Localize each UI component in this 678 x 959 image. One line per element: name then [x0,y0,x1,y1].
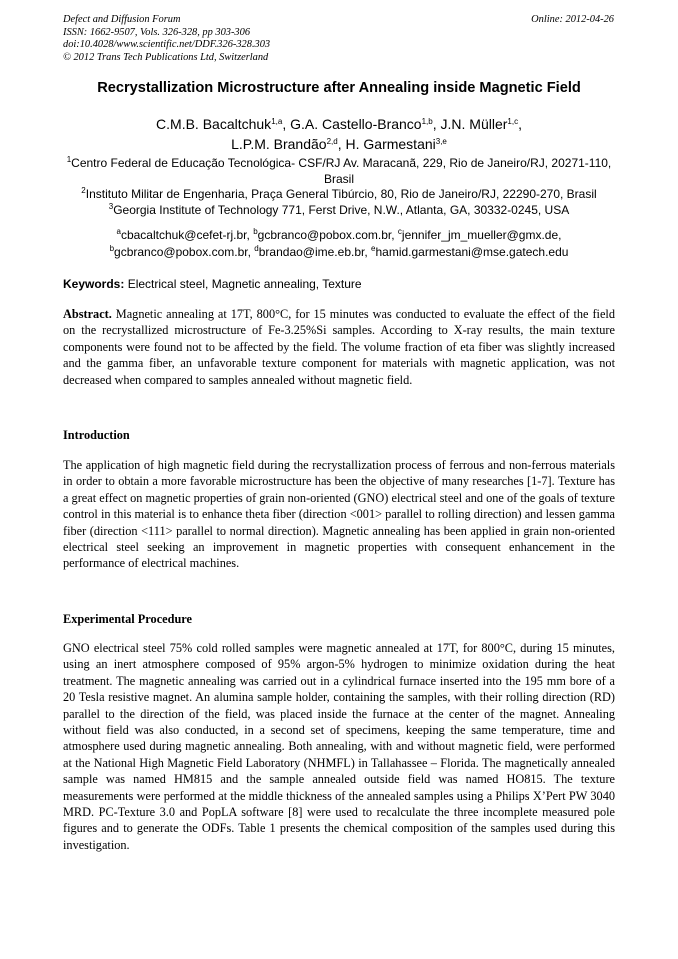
affiliations [40,156,638,218]
abstract-label: Abstract. [63,307,112,321]
introduction-text: The application of high magnetic field during the recrystallization process of ferrous and non-ferrous materials in order to obtain a more favorable microstructure has been the objective of many researches [1-7]. Texture has a great effect on magnetic properties of grain non-oriented (GNO) electrical steel and one of the goals of texture control in this material is to enhance theta fiber (direction <001> parallel to rolling direction) and lessen gamma fiber (direction <111> parallel to normal direction). Magnetic annealing has been applied in grain non-oriented electrical steel seeking an improvement in magnetic properties with consequent enhancement in the performance of electrical machines. [63,458,615,571]
author: J.N. Müller$^{1,c}$, [440,116,522,132]
affiliation: $^1$Centro Federal de Educação Tecnológica- CSF/RJ Av. Maracanã, 229, Rio de Janeiro/RJ, 20271-110, Brasil [66,155,612,186]
email[interactable]: $^e$hamid.garmestani@mse.gatech.edu [371,243,569,259]
email[interactable]: $^a$cbacaltchuk@cefet-rj.br [116,227,247,242]
issn: ISSN: 1662-9507, Vols. 326-328, pp 303-306 [63,26,251,38]
abstract-text: Magnetic annealing at 17T, 800°C, for 15 minutes was conducted to evaluate the effect of the field on the recrystallized microstructure of Fe-3.25%Si samples. According to X-ray results, the main texture components were found not to be affected by the field. The volume fraction of eta fiber was slightly increased and the gamma fiber, an unfavorable texture component for materials with magnetic application, was not decreased when compared to samples annealed without magnetic field. [63,307,615,387]
doi: doi:10.4028/www.scientific.net/DDF.326-328.303 [63,39,271,50]
paper-title: Recrystallization Microstructure after Annealing inside Magnetic Field [97,80,581,96]
journal-header [63,14,270,64]
affiliation: $^2$Instituto Militar de Engenharia, Praça General Tibúrcio, 80, Rio de Janeiro/RJ, 22290-270, Brasil [81,186,597,202]
author-list [40,115,638,154]
abstract [63,306,615,388]
keywords [63,277,615,292]
journal-name: Defect and Diffusion Forum [63,14,181,25]
emails: $^a$cbacaltchuk@cefet-rj.br, $^b$gcbranco@pobox.com.br, $^c$jennifer_jm_mueller@gmx.de, $^b$gcbranco@pobox.com.br, $^d$brandao@ime.eb.br, $^e$hamid.garmestani@mse.gatech.edu [109,227,569,259]
affiliation: $^3$Georgia Institute of Technology 771, Ferst Drive, N.W., Atlanta, GA, 30332-0245, USA [108,201,570,217]
copyright: © 2012 Trans Tech Publications Ltd, Switzerland [63,51,269,63]
author: C.M.B. Bacaltchuk$^{1,a}$, [156,116,291,132]
experimental-text: GNO electrical steel 75% cold rolled samples were magnetic annealed at 17T, for 800°C, during 15 minutes, using an inert atmosphere composed of 95% argon-5% hydrogen to minimize oxidation during the heat treatment. The magnetic annealing was carried out in a cylindrical furnace inserted into the 195 mm bore of a 20 Tesla resistive magnet. An alumina sample holder, containing the samples, with their rolling direction (RD) parallel to the direction of the field, was placed inside the furnace at the center of the magnet. Annealing without field was also conducted, in a second set of specimens, keeping the same temperature, time and atmosphere used during magnetic annealing. Both annealing, with and without magnetic field, were performed at the National High Magnetic Field Laboratory (NHMFL) in Tallahassee – Florida. The magnetically annealed sample was named HM815 and the sample annealed outside field was named HO815. The texture measurements were performed at the middle thickness of the annealed samples using a Philips X’Pert PW 3040 MRD. PC-Texture 3.0 and PopLA software [8] were used to recalculate the three incomplete measured pole figures and to generate the ODFs. Table 1 presents the chemical composition of the samples used during this investigation. [63,641,615,852]
keywords-label: Keywords: [63,277,125,291]
email[interactable]: $^b$gcbranco@pobox.com.br [253,227,392,242]
author: H. Garmestani$^{3,e}$ [345,135,447,152]
email[interactable]: $^d$brandao@ime.eb.br [254,243,365,259]
experimental-heading: Experimental Procedure [63,612,192,626]
email[interactable]: $^b$gcbranco@pobox.com.br [109,243,248,259]
online-date: Online: 2012-04-26 [531,14,614,25]
author: L.P.M. Brandão$^{2,d}$, [231,135,346,152]
keywords-text: Electrical steel, Magnetic annealing, Texture [124,277,362,291]
email[interactable]: $^c$jennifer_jm_mueller@gmx.de [397,227,559,242]
author: G.A. Castello-Branco$^{1,b}$, [290,116,441,132]
introduction-heading: Introduction [63,428,130,442]
